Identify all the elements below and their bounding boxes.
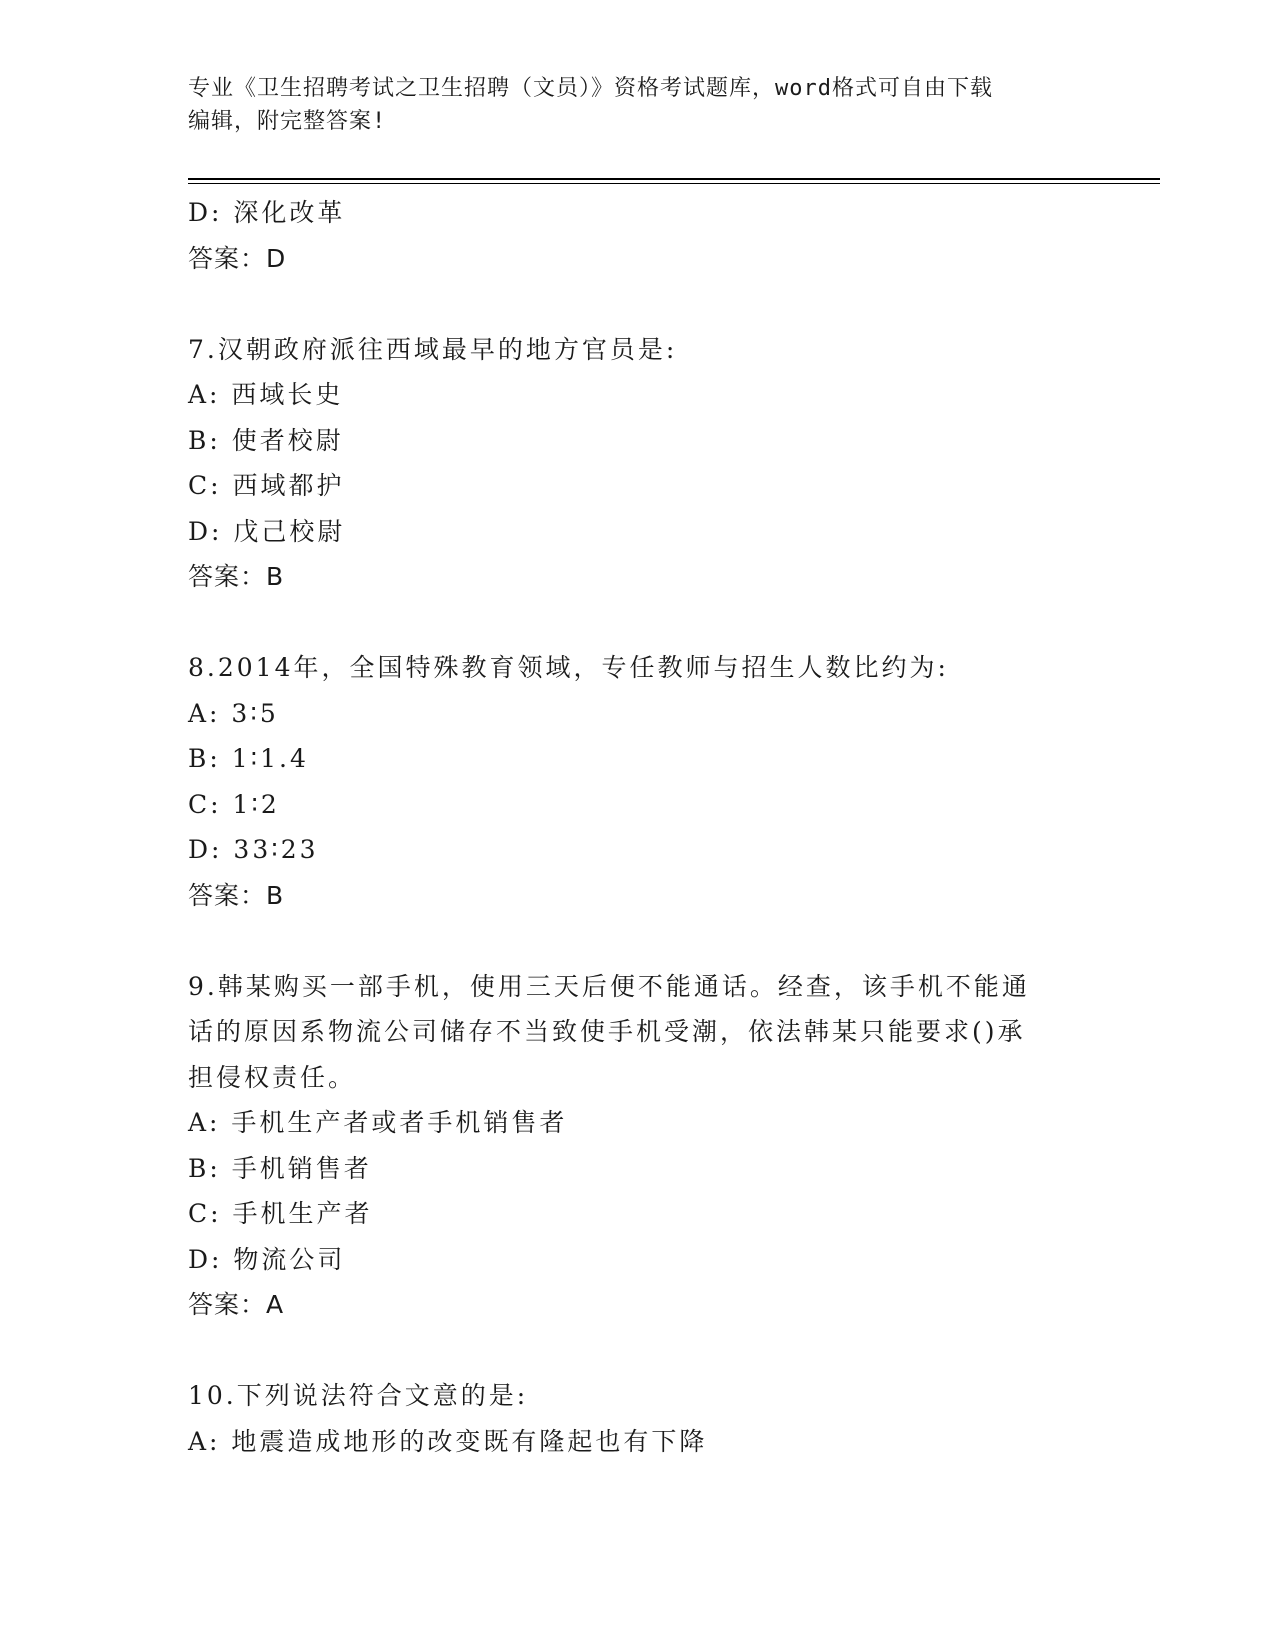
question-10-option-a: A: 地震造成地形的改变既有隆起也有下降 [188,1426,708,1456]
prev-answer: 答案：D [188,243,287,273]
question-9-option-c: C: 手机生产者 [188,1199,373,1228]
spacer [188,281,1088,327]
header-line-2: 编辑，附完整答案! [188,109,387,134]
question-8-option-c: C: 1∶2 [188,789,280,819]
prev-option-d: D: 深化改革 [188,198,346,227]
header-line-1: 专业《卫生招聘考试之卫生招聘（文员）》资格考试题库，word格式可自由下载 [188,76,993,101]
question-10-stem: 10.下列说法符合文意的是: [188,1381,529,1410]
question-9-answer: 答案：A [188,1290,285,1319]
spacer [188,1328,1088,1374]
question-9-stem-line-3: 担侵权责任。 [188,1062,357,1092]
question-9-stem-line-1: 9.韩某购买一部手机，使用三天后便不能通话。经查，该手机不能通 [188,971,1030,1001]
question-7-answer: 答案：B [188,562,285,591]
question-9-option-d: D: 物流公司 [188,1244,346,1274]
header-divider-thin [188,183,1160,184]
question-7-option-b: B: 使者校尉 [188,425,344,455]
spacer [188,918,1088,964]
question-8-stem: 8.2014年，全国特殊教育领域，专任教师与招生人数比约为: [188,653,949,682]
question-7-option-c: C: 西域都护 [188,471,345,500]
spacer [188,600,1088,646]
question-8-option-b: B: 1∶1.4 [188,744,309,773]
question-9-option-a: A: 手机生产者或者手机销售者 [188,1108,568,1137]
question-7-stem: 7.汉朝政府派往西域最早的地方官员是: [188,334,678,364]
question-7-option-a: A: 西域长史 [188,380,344,409]
header-divider-thick [188,178,1160,180]
question-7-option-d: D: 戊己校尉 [188,516,346,546]
page-header [188,72,1088,138]
question-9-stem-line-2: 话的原因系物流公司储存不当致使手机受潮，依法韩某只能要求()承 [188,1017,1026,1046]
question-list [188,190,1088,1464]
question-8-answer: 答案：B [188,880,285,910]
question-8-option-d: D: 33∶23 [188,835,319,864]
question-8-option-a: A: 3∶5 [188,698,279,728]
question-9-option-b: B: 手机销售者 [188,1153,372,1183]
